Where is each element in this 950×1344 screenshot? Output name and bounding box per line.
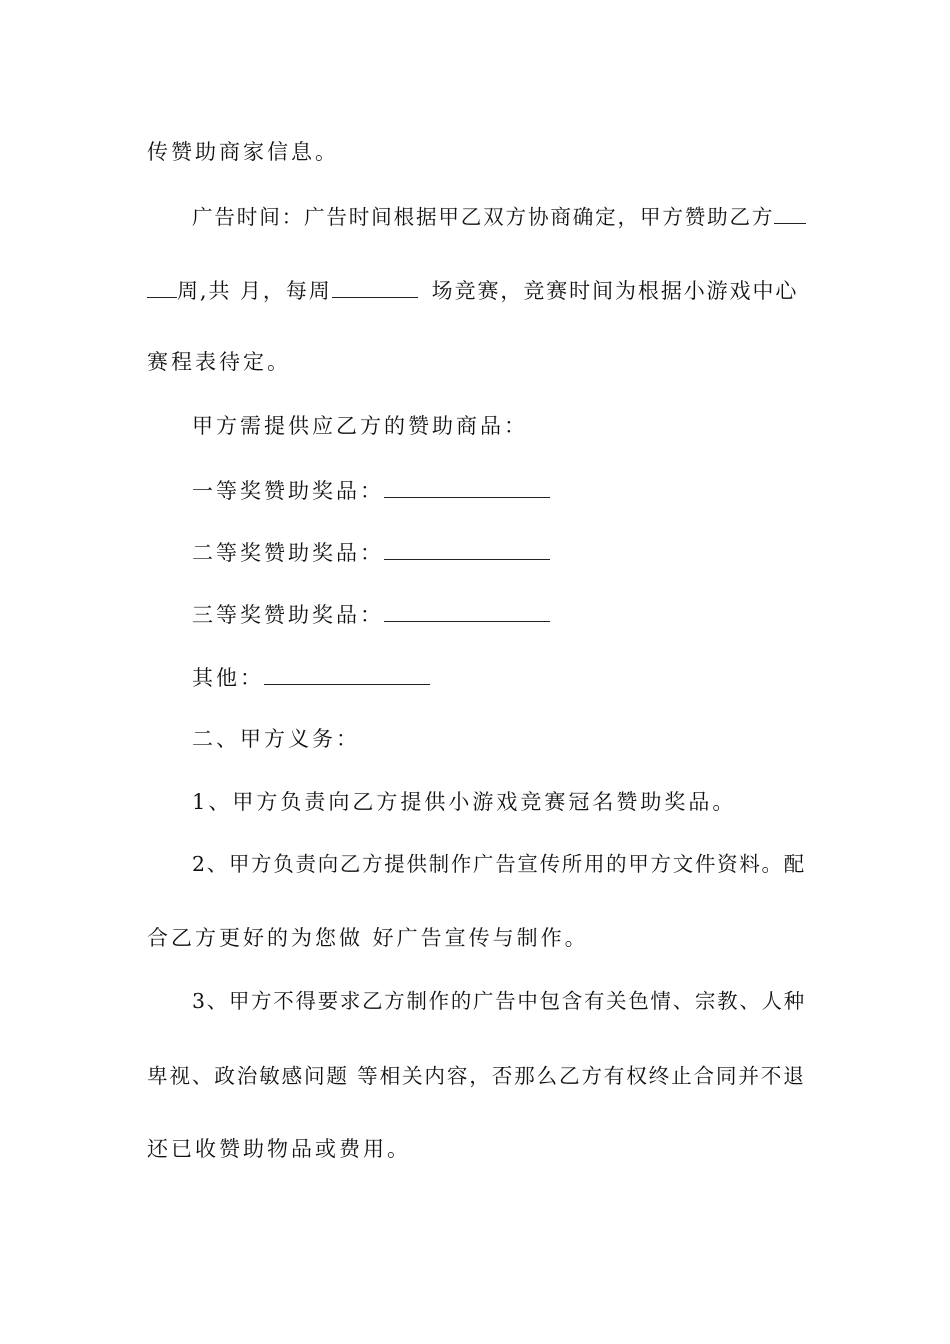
line-text: 一等奖赞助奖品： xyxy=(192,479,384,503)
blank-underline xyxy=(332,279,418,298)
blank-underline xyxy=(384,479,550,498)
line-text: 卑视、政治敏感问题 等相关内容，否那么乙方有权终止合同并不退 xyxy=(147,1064,806,1088)
text-line xyxy=(192,991,806,1011)
text-line xyxy=(192,479,550,502)
line-text: 三等奖赞助奖品： xyxy=(192,603,384,627)
line-text: 3、甲方不得要求乙方制作的广告中包含有关色情、宗教、人种 xyxy=(192,989,806,1013)
line-text: 1、甲方负责向乙方提供小游戏竞赛冠名赞助奖品。 xyxy=(192,790,737,814)
line-text: 其他： xyxy=(192,666,264,690)
line-text: 周,共 月，每周 xyxy=(177,279,332,303)
text-line xyxy=(192,205,806,228)
line-text: 二、甲方义务： xyxy=(192,727,360,751)
text-line xyxy=(147,352,291,373)
text-line xyxy=(147,1139,411,1160)
text-line xyxy=(147,928,589,949)
text-line xyxy=(192,792,736,813)
blank-underline xyxy=(264,666,430,685)
blank-underline xyxy=(384,541,550,560)
text-line xyxy=(147,1066,806,1087)
line-text: 合乙方更好的为您做 好广告宣传与制作。 xyxy=(147,926,589,950)
line-text: 赛程表待定。 xyxy=(147,350,291,374)
line-text: 传赞助商家信息。 xyxy=(147,140,339,164)
line-text: 广告时间：广告时间根据甲乙双方协商确定，甲方赞助乙方 xyxy=(192,205,775,229)
blank-underline xyxy=(147,279,177,298)
blank-underline xyxy=(774,205,806,224)
text-line xyxy=(147,279,798,302)
text-line xyxy=(147,142,339,163)
blank-underline xyxy=(384,603,550,622)
line-text: 甲方需提供应乙方的赞助商品： xyxy=(192,414,528,438)
text-line xyxy=(192,541,550,564)
line-text: 2、甲方负责向乙方提供制作广告宣传所用的甲方文件资料。配 xyxy=(192,852,806,876)
text-line xyxy=(192,854,806,874)
section-heading xyxy=(192,729,360,750)
text-line xyxy=(192,603,550,626)
line-text: 还已收赞助物品或费用。 xyxy=(147,1137,411,1161)
line-text: 二等奖赞助奖品： xyxy=(192,541,384,565)
text-line xyxy=(192,666,430,689)
text-line xyxy=(192,416,528,437)
line-text: 场竞赛，竞赛时间为根据小游戏中心 xyxy=(431,279,799,303)
